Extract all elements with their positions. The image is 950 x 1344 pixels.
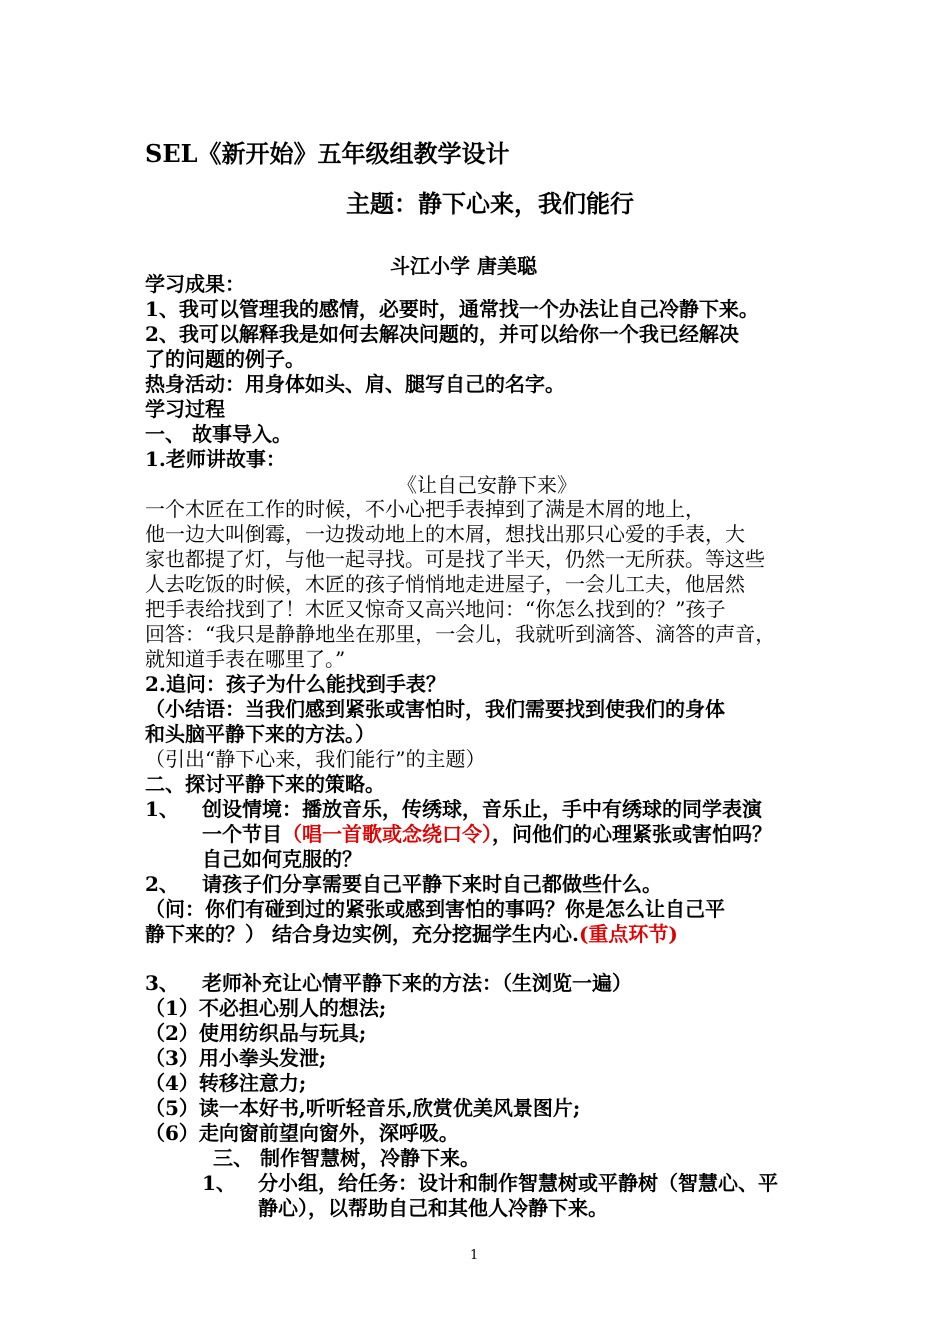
- method-item: （4）转移注意力;: [145, 1071, 307, 1095]
- warmup-activity: 热身活动：用身体如头、肩、腿写自己的名字。: [145, 372, 565, 396]
- method-item: （5）读一本好书,听听轻音乐,欣赏优美风景图片;: [145, 1096, 581, 1120]
- section-2-item-1-line-1: 创设情境：播放音乐，传绣球，音乐止，手中有绣球的同学表演: [202, 797, 762, 821]
- summary-line-1: （小结语：当我们感到紧张或害怕时，我们需要找到使我们的身体: [145, 697, 725, 721]
- section-3-item-1-line-2: 静心），以帮助自己和其他人冷静下来。: [258, 1196, 608, 1220]
- story-line: 回答：“我只是静静地坐在那里，一会儿，我就听到滴答、滴答的声音，: [145, 622, 776, 646]
- outcome-item-2-line-2: 了的问题的例子。: [145, 347, 305, 371]
- section-1-step-1: 1.老师讲故事：: [145, 447, 286, 471]
- section-1-step-2: 2.追问：孩子为什么能找到手表？: [145, 672, 446, 696]
- section-2-item-2-number: 2、: [145, 872, 179, 896]
- section-1-heading: 一、 故事导入。: [145, 422, 292, 446]
- story-line: 把手表给找到了！木匠又惊奇又高兴地问：“你怎么找到的？”孩子: [145, 597, 726, 621]
- method-item: （1）不必担心别人的想法;: [145, 996, 387, 1020]
- section-2-heading: 二、探讨平静下来的策略。: [145, 772, 385, 796]
- page-number: 1: [470, 1248, 479, 1263]
- story-line: 一个木匠在工作的时候，不小心把手表掉到了满是木屑的地上，: [145, 497, 705, 521]
- story-line: 就知道手表在哪里了。”: [145, 647, 346, 671]
- item-1-text-a: 一个节目: [202, 822, 282, 846]
- outcome-item-2-line-1: 2、我可以解释我是如何去解决问题的，并可以给你一个我已经解决: [145, 322, 739, 346]
- section-2-item-3-text: 老师补充让心情平静下来的方法：（生浏览一遍）: [202, 971, 632, 995]
- outcome-item-1: 1、我可以管理我的感情，必要时，通常找一个办法让自己冷静下来。: [145, 297, 759, 321]
- method-item: （2）使用纺织品与玩具;: [145, 1021, 367, 1045]
- theme-lead: （引出“静下心来，我们能行”的主题）: [145, 747, 486, 771]
- question-line-2: [145, 922, 678, 947]
- story-line: 家也都提了灯，与他一起寻找。可是找了半天，仍然一无所获。等这些: [145, 547, 765, 571]
- item-1-text-b: ，问他们的心理紧张或害怕吗？: [492, 822, 772, 846]
- section-2-item-3-number: 3、: [145, 971, 179, 995]
- key-step-badge: (重点环节): [578, 922, 678, 946]
- author-line: 斗江小学 唐美聪: [390, 254, 537, 278]
- section-3-item-1-number: 1、: [202, 1171, 236, 1195]
- question-line-1: （问：你们有碰到过的紧张或感到害怕的事吗？你是怎么让自己平: [145, 897, 725, 921]
- method-item: （6）走向窗前望向窗外，深呼吸。: [145, 1121, 459, 1145]
- story-line: 人去吃饭的时候，木匠的孩子悄悄地走进屋子，一会儿工夫，他居然: [145, 572, 745, 596]
- question-text: 静下来的？） 结合身边实例，充分挖掘学生内心.: [145, 922, 579, 946]
- summary-line-2: 和头脑平静下来的方法。）: [145, 722, 375, 746]
- section-2-item-2-text: 请孩子们分享需要自己平静下来时自己都做些什么。: [202, 872, 662, 896]
- process-heading: 学习过程: [145, 397, 225, 421]
- document-subtitle: 主题：静下心来，我们能行: [346, 189, 634, 218]
- story-title: 《让自己安静下来》: [397, 473, 577, 497]
- highlighted-activity: （唱一首歌或念绕口令）: [282, 822, 492, 846]
- section-2-item-1-number: 1、: [145, 797, 179, 821]
- section-3-heading: 三、 制作智慧树，冷静下来。: [213, 1146, 480, 1170]
- section-2-item-1-line-3: 自己如何克服的？: [202, 847, 362, 871]
- section-2-item-1-line-2: [202, 822, 772, 847]
- outcomes-heading: 学习成果：: [145, 272, 245, 296]
- section-3-item-1-line-1: 分小组，给任务：设计和制作智慧树或平静树（智慧心、平: [258, 1171, 778, 1195]
- method-item: （3）用小拳头发泄;: [145, 1046, 327, 1070]
- story-line: 他一边大叫倒霉，一边拨动地上的木屑，想找出那只心爱的手表，大: [145, 522, 745, 546]
- document-title: SEL《新开始》五年级组教学设计: [145, 139, 510, 168]
